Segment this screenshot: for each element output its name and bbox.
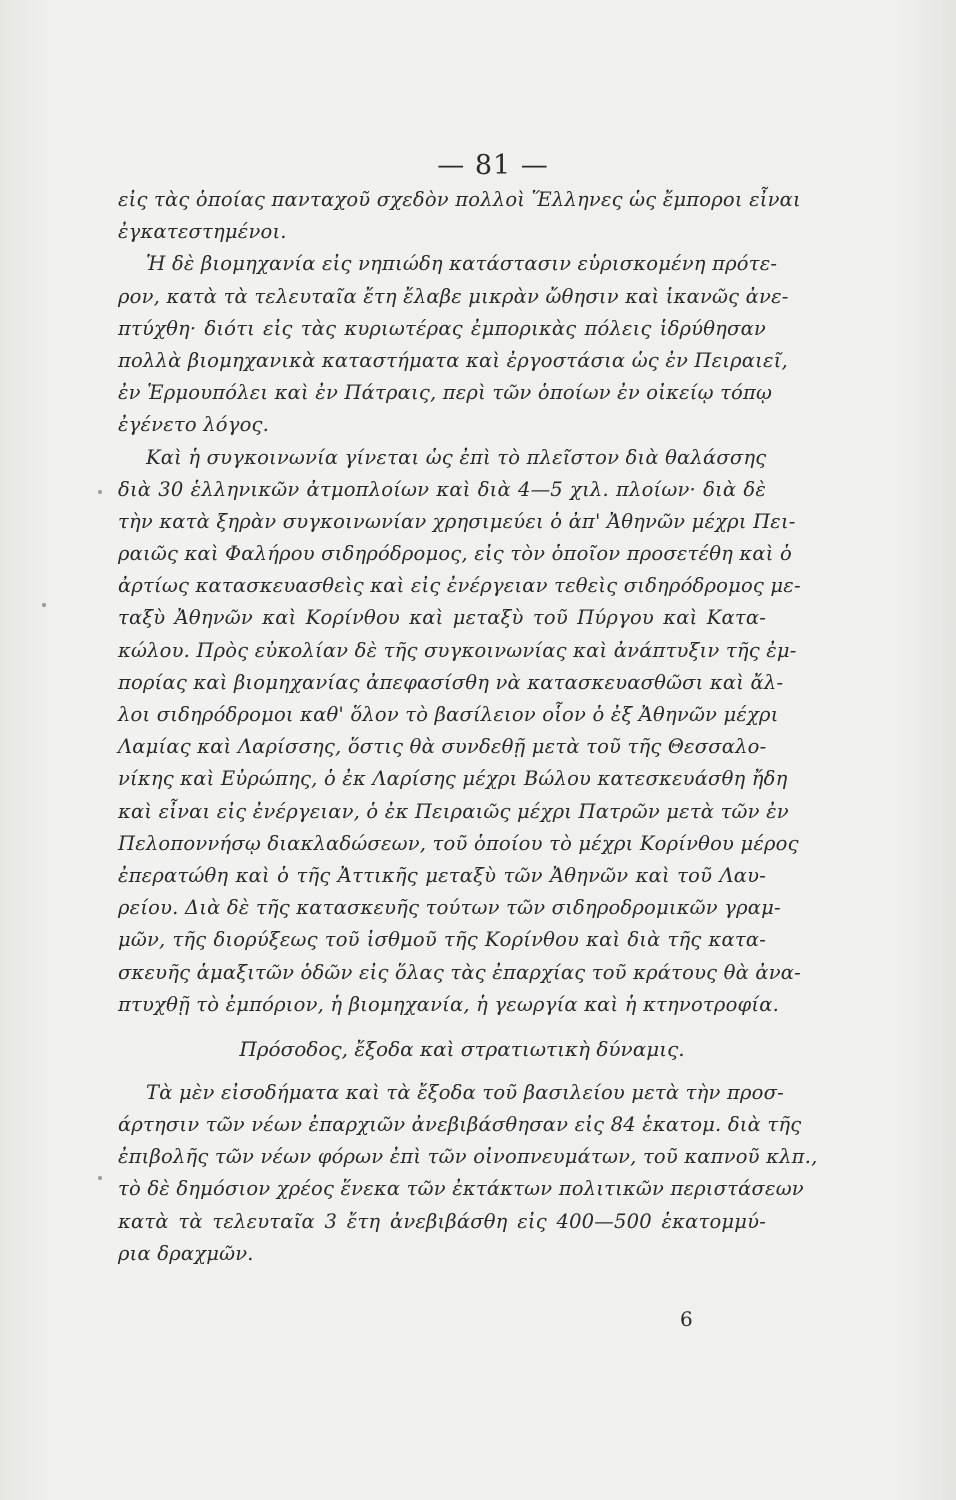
text-line: τὴν κατὰ ξηρὰν συγκοινωνίαν χρησιμεύει ὁ ἀπ' Ἀθηνῶν μέχρι Πει- bbox=[118, 509, 796, 533]
text-line: λοι σιδηρόδρομοι καθ' ὅλον τὸ βασίλειον οἷον ὁ ἐξ Ἀθηνῶν μέχρι bbox=[118, 703, 779, 726]
text-line: ἐπερατώθη καὶ ὁ τῆς Ἀττικῆς μεταξὺ τῶν Ἀθηνῶν καὶ τοῦ Λαυ- bbox=[118, 863, 766, 887]
text-line: καὶ εἶναι εἰς ἐνέργειαν, ὁ ἐκ Πειραιῶς μέχρι Πατρῶν μετὰ τῶν ἐν bbox=[118, 799, 789, 823]
text-line: άρτησιν τῶν νέων ἐπαρχιῶν ἀνεβιβάσθησαν εἰς 84 ἑκατομ. διὰ τῆς bbox=[118, 1113, 802, 1137]
text-line: πολλὰ βιομηχανικὰ καταστήματα καὶ ἐργοστάσια ὡς ἐν Πειραιεῖ, bbox=[118, 348, 788, 372]
text-line: ἐπιβολῆς τῶν νέων φόρων ἐπὶ τῶν οἰνοπνευμάτων, τοῦ καπνοῦ κλπ., bbox=[118, 1145, 818, 1169]
text-line: ρον, κατὰ τὰ τελευταῖα ἔτη ἔλαβε μικρὰν ὤθησιν καὶ ἱκανῶς ἀνε- bbox=[118, 284, 789, 308]
text-line: σκευῆς ἁμαξιτῶν ὁδῶν εἰς ὅλας τὰς ἐπαρχίας τοῦ κράτους θὰ ἀνα- bbox=[118, 960, 801, 984]
text-line: Τὰ μὲν εἰσοδήματα καὶ τὰ ἔξοδα τοῦ βασιλείου μετὰ τὴν προσ- bbox=[146, 1080, 784, 1104]
text-line: μῶν, τῆς διορύξεως τοῦ ἰσθμοῦ τῆς Κορίνθου καὶ διὰ τῆς κατα- bbox=[118, 928, 766, 952]
text-line: κώλου. Πρὸς εὐκολίαν δὲ τῆς συγκοινωνίας καὶ ἀνάπτυξιν τῆς ἐμ- bbox=[118, 638, 797, 662]
text-line: νίκης καὶ Εὐρώπης, ὁ ἐκ Λαρίσης μέχρι Βώλου κατεσκευάσθη ἤδη bbox=[118, 767, 788, 791]
signature-mark: 6 bbox=[680, 1307, 693, 1331]
text-line: ἐγκατεστημένοι. bbox=[118, 220, 287, 244]
text-line: τὸ δὲ δημόσιον χρέος ἕνεκα τῶν ἐκτάκτων πολιτικῶν περιστάσεων bbox=[118, 1177, 804, 1201]
section-heading: Πρόσοδος, ἔξοδα καὶ στρατιωτικὴ δύναμις. bbox=[239, 1036, 685, 1061]
text-line: Λαμίας καὶ Λαρίσσης, ὅστις θὰ συνδεθῇ μετὰ τοῦ τῆς Θεσσαλο- bbox=[118, 735, 767, 759]
ink-speck bbox=[42, 603, 46, 607]
text-line: πτύχθη· διότι εἰς τὰς κυριωτέρας ἐμπορικὰς πόλεις ἱδρύθησαν bbox=[118, 316, 766, 340]
text-line: κατὰ τὰ τελευταῖα 3 ἔτη ἀνεβιβάσθη εἰς 400—500 ἑκατομμύ- bbox=[118, 1209, 766, 1233]
text-line: Ἡ δὲ βιομηχανία εἰς νηπιώδη κατάστασιν εὑρισκομένη πρότε- bbox=[146, 252, 778, 276]
text-line: ρείου. Διὰ δὲ τῆς κατασκευῆς τούτων τῶν σιδηροδρομικῶν γραμ- bbox=[118, 896, 781, 920]
ink-speck bbox=[98, 490, 102, 494]
text-line: διὰ 30 ἑλληνικῶν ἀτμοπλοίων καὶ διὰ 4—5 χιλ. πλοίων· διὰ δὲ bbox=[118, 477, 766, 501]
text-line: ἀρτίως κατασκευασθεὶς καὶ εἰς ἐνέργειαν τεθεὶς σιδηρόδρομος με- bbox=[118, 574, 801, 598]
text-line: ἐν Ἑρμουπόλει καὶ ἐν Πάτραις, περὶ τῶν ὁποίων ἐν οἰκείῳ τόπῳ bbox=[118, 381, 773, 405]
text-line: εἰς τὰς ὁποίας πανταχοῦ σχεδὸν πολλοὶ Ἕλληνες ὡς ἔμποροι εἶναι bbox=[118, 188, 801, 211]
text-line: πτυχθῇ τὸ ἐμπόριον, ἡ βιομηχανία, ἡ γεωργία καὶ ἡ κτηνοτροφία. bbox=[118, 992, 779, 1016]
text-line: Πελοποννήσῳ διακλαδώσεων, τοῦ ὁποίου τὸ μέχρι Κορίνθου μέρος bbox=[118, 831, 799, 855]
text-line: ταξὺ Ἀθηνῶν καὶ Κορίνθου καὶ μεταξὺ τοῦ Πύργου καὶ Κατα- bbox=[118, 606, 766, 630]
body-text bbox=[118, 184, 818, 1270]
text-line: ἐγένετο λόγος. bbox=[118, 413, 270, 437]
text-line: ραιῶς καὶ Φαλήρου σιδηρόδρομος, εἰς τὸν ὁποῖον προσετέθη καὶ ὁ bbox=[118, 542, 792, 566]
text-line: πορίας καὶ βιομηχανίας ἀπεφασίσθη νὰ κατασκευασθῶσι καὶ ἄλ- bbox=[118, 670, 784, 694]
text-line: Καὶ ἡ συγκοινωνία γίνεται ὡς ἐπὶ τὸ πλεῖστον διὰ θαλάσσης bbox=[146, 445, 767, 469]
page-number: — 81 — bbox=[437, 150, 549, 181]
text-line: ρια δραχμῶν. bbox=[118, 1241, 254, 1265]
ink-speck bbox=[98, 1176, 102, 1180]
